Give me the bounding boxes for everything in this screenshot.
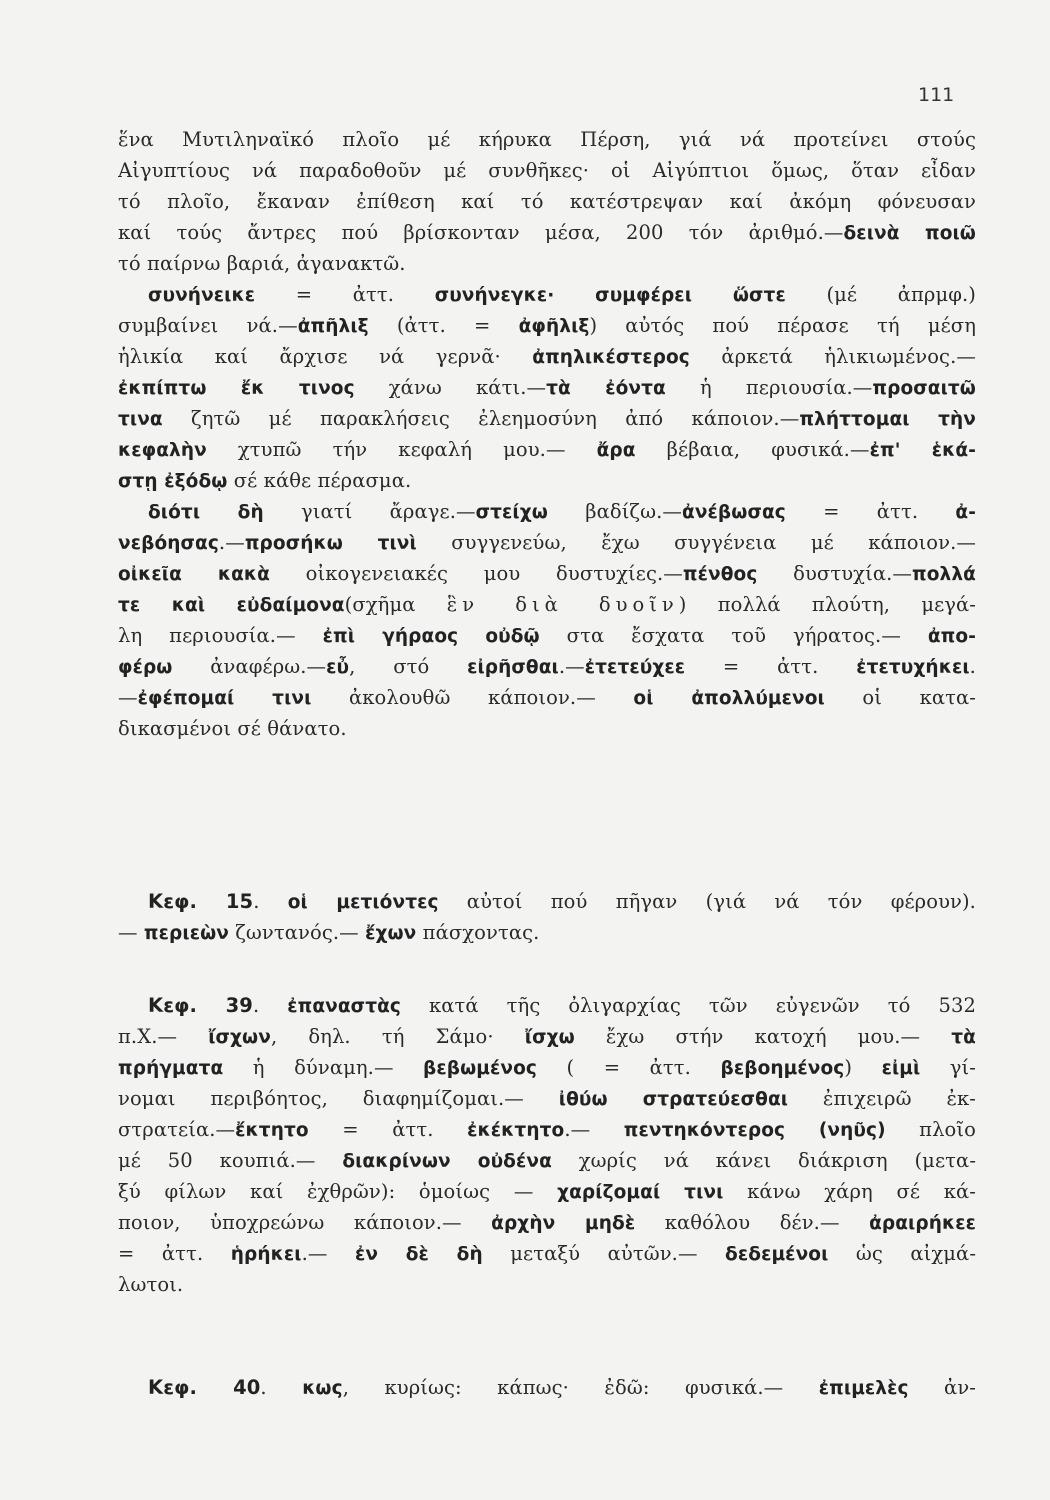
text-line: π.Χ.— ἴσχων, δηλ. τή Σάμο· ἴσχω ἔχω στήν κατοχή μου.— τὰ xyxy=(118,1025,976,1048)
glossary-term: οἰκεῖα κακὰ xyxy=(118,564,270,585)
glossary-term: ἀφῆλιξ xyxy=(518,316,590,337)
glossary-term: ἔκτητο xyxy=(235,1120,309,1141)
text-line: τό παίρνω βαριά, ἀγανακτῶ. xyxy=(118,252,406,275)
text-line: ἕνα Μυτιληναϊκό πλοῖο μέ κήρυκα Πέρση, γιά νά προτείνει στούς xyxy=(118,128,976,151)
text-line: νομαι περιβόητος, διαφημίζομαι.— ἰθύω στρατεύεσθαι ἐπιχειρῶ ἐκ- xyxy=(118,1087,976,1110)
glossary-term: ἀνέβωσας xyxy=(682,502,786,523)
text-line: οἰκεῖα κακὰ οἰκογενειακές μου δυστυχίες.—πένθος δυστυχία.—πολλά xyxy=(118,562,976,585)
glossary-term: ἰθύω στρατεύεσθαι xyxy=(558,1089,789,1110)
glossary-term: ἐκέκτητο xyxy=(467,1120,565,1141)
text-line: φέρω ἀναφέρω.—εὖ, στό εἰρῆσθαι.—ἐτετεύχεε = ἀττ. ἐτετυχήκει. xyxy=(118,655,976,678)
glossary-term: ἐπ' ἑκά- xyxy=(869,440,976,461)
glossary-term: πολλά xyxy=(912,564,976,585)
text-line: λη περιουσία.— ἐπὶ γήραος οὐδῷ στα ἔσχατα τοῦ γήρατος.— ἀπο- xyxy=(118,624,976,647)
glossary-term: ἀπῆλιξ xyxy=(297,316,369,337)
glossary-term: εἰρῆσθαι xyxy=(467,657,559,678)
chapter-heading: Κεφ. 39 xyxy=(148,994,253,1017)
glossary-term: δεδεμένοι xyxy=(725,1244,829,1265)
chapter-heading: Κεφ. 40 xyxy=(148,1376,261,1399)
glossary-term: συνήνεγκε· συμφέρει ὥστε xyxy=(434,285,786,306)
text-line: ξύ φίλων καί ἐχθρῶν): ὁμοίως — χαρίζομαί τινι κάνω χάρη σέ κά- xyxy=(118,1180,976,1203)
text-line: = ἀττ. ἡρήκει.— ἐν δὲ δὴ μεταξύ αὐτῶν.— δεδεμένοι ὡς αἰχμά- xyxy=(118,1242,976,1265)
text-line: τό πλοῖο, ἔκαναν ἐπίθεση καί τό κατέστρεψαν καί ἀκόμη φόνευσαν xyxy=(118,190,976,213)
text-line: — περιεὼν ζωντανός.— ἔχων πάσχοντας. xyxy=(118,921,540,944)
glossary-term: πεντηκόντερος (νηῦς) xyxy=(623,1120,886,1141)
text-line: στῃ ἐξόδῳ σέ κάθε πέρασμα. xyxy=(118,469,412,492)
glossary-term: ἐκπίπτω ἔκ τινος xyxy=(118,378,355,399)
glossary-block-main xyxy=(118,124,976,744)
glossary-term: ἴσχω xyxy=(524,1027,575,1048)
glossary-term: προσαιτῶ xyxy=(872,378,976,399)
text-line: —ἐφέπομαί τινι ἀκολουθῶ κάποιον.— οἱ ἀπολλύμενοι οἱ κατα- xyxy=(118,686,976,709)
chapter-40-block xyxy=(118,1372,976,1403)
text-line: συμβαίνει νά.—ἀπῆλιξ (ἀττ. = ἀφῆλιξ) αὐτός πού πέρασε τή μέση xyxy=(118,314,976,337)
chapter-heading: Κεφ. 15 xyxy=(148,890,254,913)
glossary-term: τὰ ἐόντα xyxy=(546,378,666,399)
glossary-term: πρήγματα xyxy=(118,1058,224,1079)
glossary-term: ἀ- xyxy=(955,502,976,523)
text-line: τινα ζητῶ μέ παρακλήσεις ἐλεημοσύνη ἀπό κάποιον.—πλήττομαι τὴν xyxy=(118,407,976,430)
glossary-term: προσήκω τινὶ xyxy=(244,533,417,554)
text-line: καί τούς ἄντρες πού βρίσκονταν μέσα, 200 τόν ἀριθμό.—δεινὰ ποιῶ xyxy=(118,221,976,244)
text-line: μέ 50 κουπιά.— διακρίνων οὐδένα χωρίς νά κάνει διάκριση (μετα- xyxy=(118,1149,976,1172)
text-line: διότι δὴ γιατί ἄραγε.—στείχω βαδίζω.—ἀνέβωσας = ἀττ. ἀ- xyxy=(148,500,976,523)
glossary-term: ἔχων xyxy=(365,923,417,944)
glossary-term: περιεὼν xyxy=(143,923,229,944)
glossary-term: ἐτετυχήκει xyxy=(856,657,970,678)
glossary-term: διακρίνων οὐδένα xyxy=(342,1151,552,1172)
glossary-term: φέρω xyxy=(118,657,173,678)
text-line: στρατεία.—ἔκτητο = ἀττ. ἐκέκτητο.— πεντηκόντερος (νηῦς) πλοῖο xyxy=(118,1118,976,1141)
glossary-term: ἀραιρήκεε xyxy=(869,1213,976,1234)
glossary-term: εἰμὶ xyxy=(881,1058,921,1079)
glossary-term: ἐπιμελὲς xyxy=(818,1378,909,1399)
glossary-term: στῃ ἐξόδῳ xyxy=(118,471,228,492)
text-line: Κεφ. 39. ἐπαναστὰς κατά τῆς ὀλιγαρχίας τῶν εὐγενῶν τό 532 xyxy=(148,994,976,1017)
text-line: συνήνεικε = ἀττ. συνήνεγκε· συμφέρει ὥστε (μέ ἀπρμφ.) xyxy=(148,283,976,306)
glossary-term: κως xyxy=(302,1378,343,1399)
page-number: 111 xyxy=(918,84,955,106)
glossary-term: ἴσχων xyxy=(208,1027,271,1048)
glossary-term: εὖ xyxy=(326,657,350,678)
text-line: τε καὶ εὐδαίμονα(σχῆμα ἓν διὰ δυοῖν) πολλά πλούτη, μεγά- xyxy=(118,593,976,616)
glossary-term: χαρίζομαί τινι xyxy=(557,1182,724,1203)
text-line: νεβόησας.—προσήκω τινὶ συγγενεύω, ἔχω συγγένεια μέ κάποιον.— xyxy=(118,531,976,554)
glossary-term: ἀρχὴν μηδὲ xyxy=(491,1213,636,1234)
glossary-term: νεβόησας xyxy=(118,533,219,554)
glossary-term: ἡρήκει xyxy=(230,1244,302,1265)
glossary-term: τε καὶ εὐδαίμονα xyxy=(118,595,345,616)
glossary-term: ἐφέπομαί τινι xyxy=(137,688,312,709)
text-line: λωτοι. xyxy=(118,1273,184,1296)
glossary-term: οἱ ἀπολλύμενοι xyxy=(633,688,825,709)
glossary-term: πλήττομαι τὴν xyxy=(799,409,976,430)
chapter-15-block xyxy=(118,886,976,948)
glossary-term: βεβοημένος xyxy=(720,1058,845,1079)
text-line: κεφαλὴν χτυπῶ τήν κεφαλή μου.— ἄρα βέβαια, φυσικά.—ἐπ' ἑκά- xyxy=(118,438,976,461)
glossary-term: ἐν δὲ δὴ xyxy=(354,1244,483,1265)
glossary-term: ἀπηλικέστερος xyxy=(532,347,690,368)
glossary-term: διότι δὴ xyxy=(148,502,264,523)
spaced-phrase: ἓν διὰ δυοῖν xyxy=(446,593,679,616)
text-line: Κεφ. 15. οἱ μετιόντες αὐτοί πού πῆγαν (γιά νά τόν φέρουν). xyxy=(148,890,976,913)
glossary-term: τὰ xyxy=(951,1027,976,1048)
text-line: Αἰγυπτίους νά παραδοθοῦν μέ συνθῆκες· οἱ Αἰγύπτιοι ὅμως, ὅταν εἶδαν xyxy=(118,159,976,182)
text-line: ποιον, ὑποχρεώνω κάποιον.— ἀρχὴν μηδὲ καθόλου δέν.— ἀραιρήκεε xyxy=(118,1211,976,1234)
glossary-term: πένθος xyxy=(682,564,758,585)
glossary-term: βεβωμένος xyxy=(423,1058,537,1079)
glossary-term: ἐπὶ γήραος οὐδῷ xyxy=(322,626,540,647)
glossary-term: τινα xyxy=(118,409,163,430)
glossary-term: ἐτετεύχεε xyxy=(584,657,686,678)
glossary-term: ἐπαναστὰς xyxy=(287,996,401,1017)
text-line: Κεφ. 40. κως, κυρίως: κάπως· ἐδῶ: φυσικά.— ἐπιμελὲς ἀν- xyxy=(148,1376,976,1399)
text-line: πρήγματα ἡ δύναμη.— βεβωμένος ( = ἀττ. βεβοημένος) εἰμὶ γί- xyxy=(118,1056,976,1079)
text-line: ἡλικία καί ἄρχισε νά γερνᾶ· ἀπηλικέστερος ἀρκετά ἡλικιωμένος.— xyxy=(118,345,976,368)
chapter-39-block xyxy=(118,990,976,1300)
glossary-term: δεινὰ ποιῶ xyxy=(843,223,976,244)
text-line: ἐκπίπτω ἔκ τινος χάνω κάτι.—τὰ ἐόντα ἡ περιουσία.—προσαιτῶ xyxy=(118,376,976,399)
glossary-term: ἀπο- xyxy=(927,626,976,647)
glossary-term: κεφαλὴν xyxy=(118,440,207,461)
glossary-term: οἱ μετιόντες xyxy=(287,892,439,913)
glossary-term: συνήνεικε xyxy=(148,285,256,306)
text-line: δικασμένοι σέ θάνατο. xyxy=(118,717,347,740)
glossary-term: στείχω xyxy=(475,502,548,523)
glossary-term: ἄρα xyxy=(596,440,636,461)
